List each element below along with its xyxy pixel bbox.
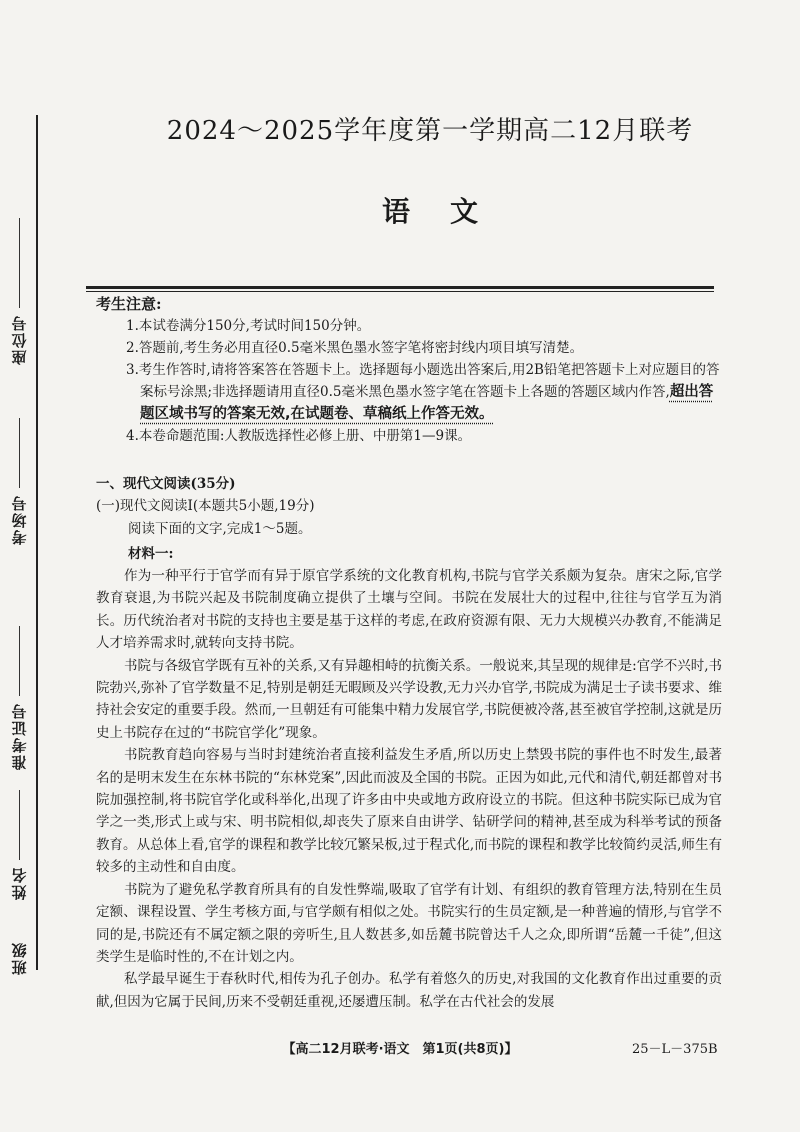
reading-passage: [96, 565, 722, 1013]
exam-room-field: [2, 395, 36, 545]
ticket-number-label: 准考证号: [10, 702, 29, 770]
paragraph-1: 作为一种平行于官学而有异于原官学系统的文化教育机构,书院与官学关系颇为复杂。唐宋之际,官学教育衰退,为书院兴起及书院制度确立提供了土壤与空间。书院在发展壮大的过程中,往往与官学互为消长。历代统治者对书院的支持也主要是基于这样的考虑,在政府资源有限、无力大规模兴办教育,不能满足人才培养需求时,就转向支持书院。: [96, 568, 722, 652]
class-field: [2, 905, 36, 975]
header-rule-thin: [86, 291, 714, 292]
footer-label: 【高二12月联考·语文 第1页(共8页)】: [282, 1042, 518, 1057]
material-label: 材料一:: [128, 546, 174, 562]
notice-emphasis: 超出答题区域书写的答案无效,在试题卷、草稿纸上作答无效。: [140, 384, 714, 422]
paragraph-2: 书院与各级官学既有互补的关系,又有异趣相峙的抗衡关系。一般说来,其呈现的规律是:官学不兴时,书院勃兴,弥补了官学数量不足,特别是朝廷无暇顾及兴学设教,无力兴办官学,书院成为满足士子读书要求、维持社会安定的重要手段。然而,一旦朝廷有可能集中精力发展官学,书院便被冷落,甚至被官学控制,这就是历史上书院存在过的“书院官学化”现象。: [96, 657, 722, 741]
notice-item-2: 2.答题前,考生务必用直径0.5毫米黑色墨水签字笔将密封线内项目填写清楚。: [126, 340, 584, 356]
name-field: [2, 780, 36, 900]
seat-number-label: 座位号: [10, 314, 29, 365]
notice-item-3-text: 3.考生作答时,请将答案答在答题卡上。选择题每小题选出答案后,用2B铅笔把答题卡上对应题目的答案标号涂黑;非选择题请用直径0.5毫米黑色墨水签字笔在答题卡上各题的答题区域内作答,: [126, 362, 720, 400]
ticket-number-field: [2, 600, 36, 770]
paragraph-4: 书院为了避免私学教育所具有的自发性弊端,吸取了官学有计划、有组织的教育管理方法,特别在生员定额、课程设置、学生考核方面,与官学颇有相似之处。书院实行的生员定额,是一种普遍的情形,与官学不同的是,书院还有不属定额之限的旁听生,且人数甚多,如岳麓书院曾达千人之众,即所谓“岳麓一千徒”,但这类学生是临时性的,不在计划之内。: [96, 881, 722, 965]
seat-number-blank: [18, 218, 20, 308]
notice-list: [126, 315, 720, 447]
notice-item-4: 4.本卷命题范围:人教版选择性必修上册、中册第1—9课。: [126, 428, 472, 444]
name-blank: [18, 790, 20, 860]
notice-item-3: [126, 359, 720, 425]
paragraph-3: 书院教育趋向容易与当时封建统治者直接利益发生矛盾,所以历史上禁毁书院的事件也不时发生,最著名的是明末发生在东林书院的“东林党案”,因此而波及全国的书院。正因为如此,元代和清代,朝廷都曾对书院加强控制,将书院官学化或科举化,出现了许多由中央或地方政府设立的书院。但这种书院实际已成为官学之一类,形式上或与宋、明书院相似,却丧失了原来自由讲学、钻研学问的精神,甚至成为科举考试的预备教育。从总体上看,官学的课程和教学比较冗繁呆板,过于程式化,而书院的课程和教学比较简约灵活,师生有较多的主动性和自由度。: [96, 747, 722, 876]
name-label: 姓名: [10, 866, 29, 900]
footer-code: 25－L－375B: [632, 1042, 718, 1057]
notice-item-1: 1.本试卷满分150分,考试时间150分钟。: [126, 318, 371, 334]
notice-title: 考生注意:: [96, 295, 162, 313]
seat-number-field: [2, 200, 36, 365]
binding-line: [36, 115, 38, 970]
exam-room-blank: [18, 418, 20, 488]
reading-instruction: 阅读下面的文字,完成1～5题。: [128, 521, 312, 537]
header-rule: [86, 286, 714, 289]
exam-title: 2024～2025学年度第一学期高二12月联考: [166, 116, 694, 146]
exam-subject: 语文: [381, 195, 518, 228]
exam-room-label: 考场号: [10, 494, 29, 545]
paragraph-5: 私学最早诞生于春秋时代,相传为孔子创办。私学有着悠久的历史,对我国的文化教育作出过重要的贡献,但因为它属于民间,历来不受朝廷重视,还屡遭压制。私学在古代社会的发展: [96, 971, 722, 1010]
ticket-number-blank: [18, 626, 20, 696]
section-subheading: (一)现代文阅读Ⅰ(本题共5小题,19分): [96, 498, 315, 514]
class-label: 班级: [10, 941, 29, 975]
section-heading: 一、现代文阅读(35分): [96, 476, 236, 492]
